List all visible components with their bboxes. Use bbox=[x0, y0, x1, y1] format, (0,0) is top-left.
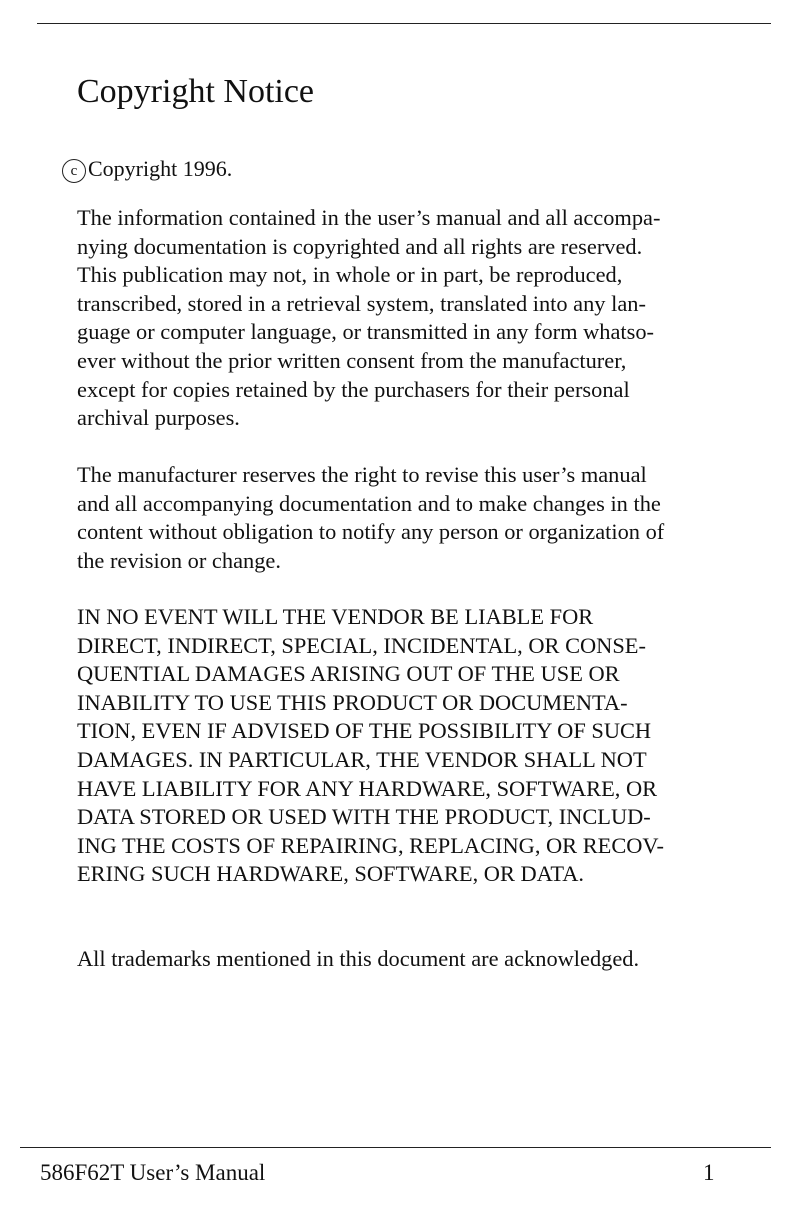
footer-manual-title: 586F62T User’s Manual bbox=[40, 1160, 266, 1185]
text-line: QUENTIAL DAMAGES ARISING OUT OF THE USE OR bbox=[77, 661, 620, 687]
copyright-symbol-icon: c bbox=[62, 159, 86, 183]
text-line: ever without the prior written consent from the manufacturer, bbox=[77, 347, 627, 373]
footer-rule bbox=[20, 1147, 771, 1148]
page-title: Copyright Notice bbox=[77, 73, 315, 110]
trademarks-paragraph: All trademarks mentioned in this document are acknowledged. bbox=[77, 946, 640, 971]
text-line: The manufacturer reserves the right to revise this user’s manual bbox=[77, 462, 647, 487]
text-line: DATA STORED OR USED WITH THE PRODUCT, INCLUD- bbox=[77, 804, 651, 830]
page-number: 1 bbox=[703, 1160, 715, 1185]
top-rule bbox=[37, 23, 771, 24]
text-line: nying documentation is copyrighted and all rights are reserved. bbox=[77, 233, 643, 259]
text-line: content without obligation to notify any person or organization of bbox=[77, 519, 665, 545]
text-line: ERING SUCH HARDWARE, SOFTWARE, OR DATA. bbox=[77, 861, 584, 887]
revision-paragraph bbox=[77, 461, 664, 575]
text-line: except for copies retained by the purchasers for their personal bbox=[77, 376, 630, 402]
rights-paragraph bbox=[77, 204, 660, 433]
text-line: TION, EVEN IF ADVISED OF THE POSSIBILITY OF SUCH bbox=[77, 718, 652, 744]
text-line: ING THE COSTS OF REPAIRING, REPLACING, OR RECOV- bbox=[77, 832, 664, 858]
text-line: IN NO EVENT WILL THE VENDOR BE LIABLE FOR bbox=[77, 604, 594, 629]
text-line: the revision or change. bbox=[77, 547, 281, 573]
text-line: INABILITY TO USE THIS PRODUCT OR DOCUMENTA- bbox=[77, 689, 628, 715]
text-line: This publication may not, in whole or in part, be reproduced, bbox=[77, 262, 623, 288]
text-line: DAMAGES. IN PARTICULAR, THE VENDOR SHALL NOT bbox=[77, 746, 647, 772]
text-line: The information contained in the user’s manual and all accompa- bbox=[77, 205, 661, 230]
text-line: DIRECT, INDIRECT, SPECIAL, INCIDENTAL, OR CONSE- bbox=[77, 632, 646, 658]
copyright-line bbox=[62, 155, 232, 183]
text-line: HAVE LIABILITY FOR ANY HARDWARE, SOFTWARE, OR bbox=[77, 775, 658, 801]
text-line: archival purposes. bbox=[77, 405, 240, 431]
copyright-text: Copyright 1996. bbox=[88, 156, 233, 181]
text-line: and all accompanying documentation and to make changes in the bbox=[77, 490, 661, 516]
liability-paragraph bbox=[77, 603, 664, 889]
text-line: transcribed, stored in a retrieval system, translated into any lan- bbox=[77, 290, 646, 316]
text-line: guage or computer language, or transmitted in any form whatso- bbox=[77, 319, 655, 345]
